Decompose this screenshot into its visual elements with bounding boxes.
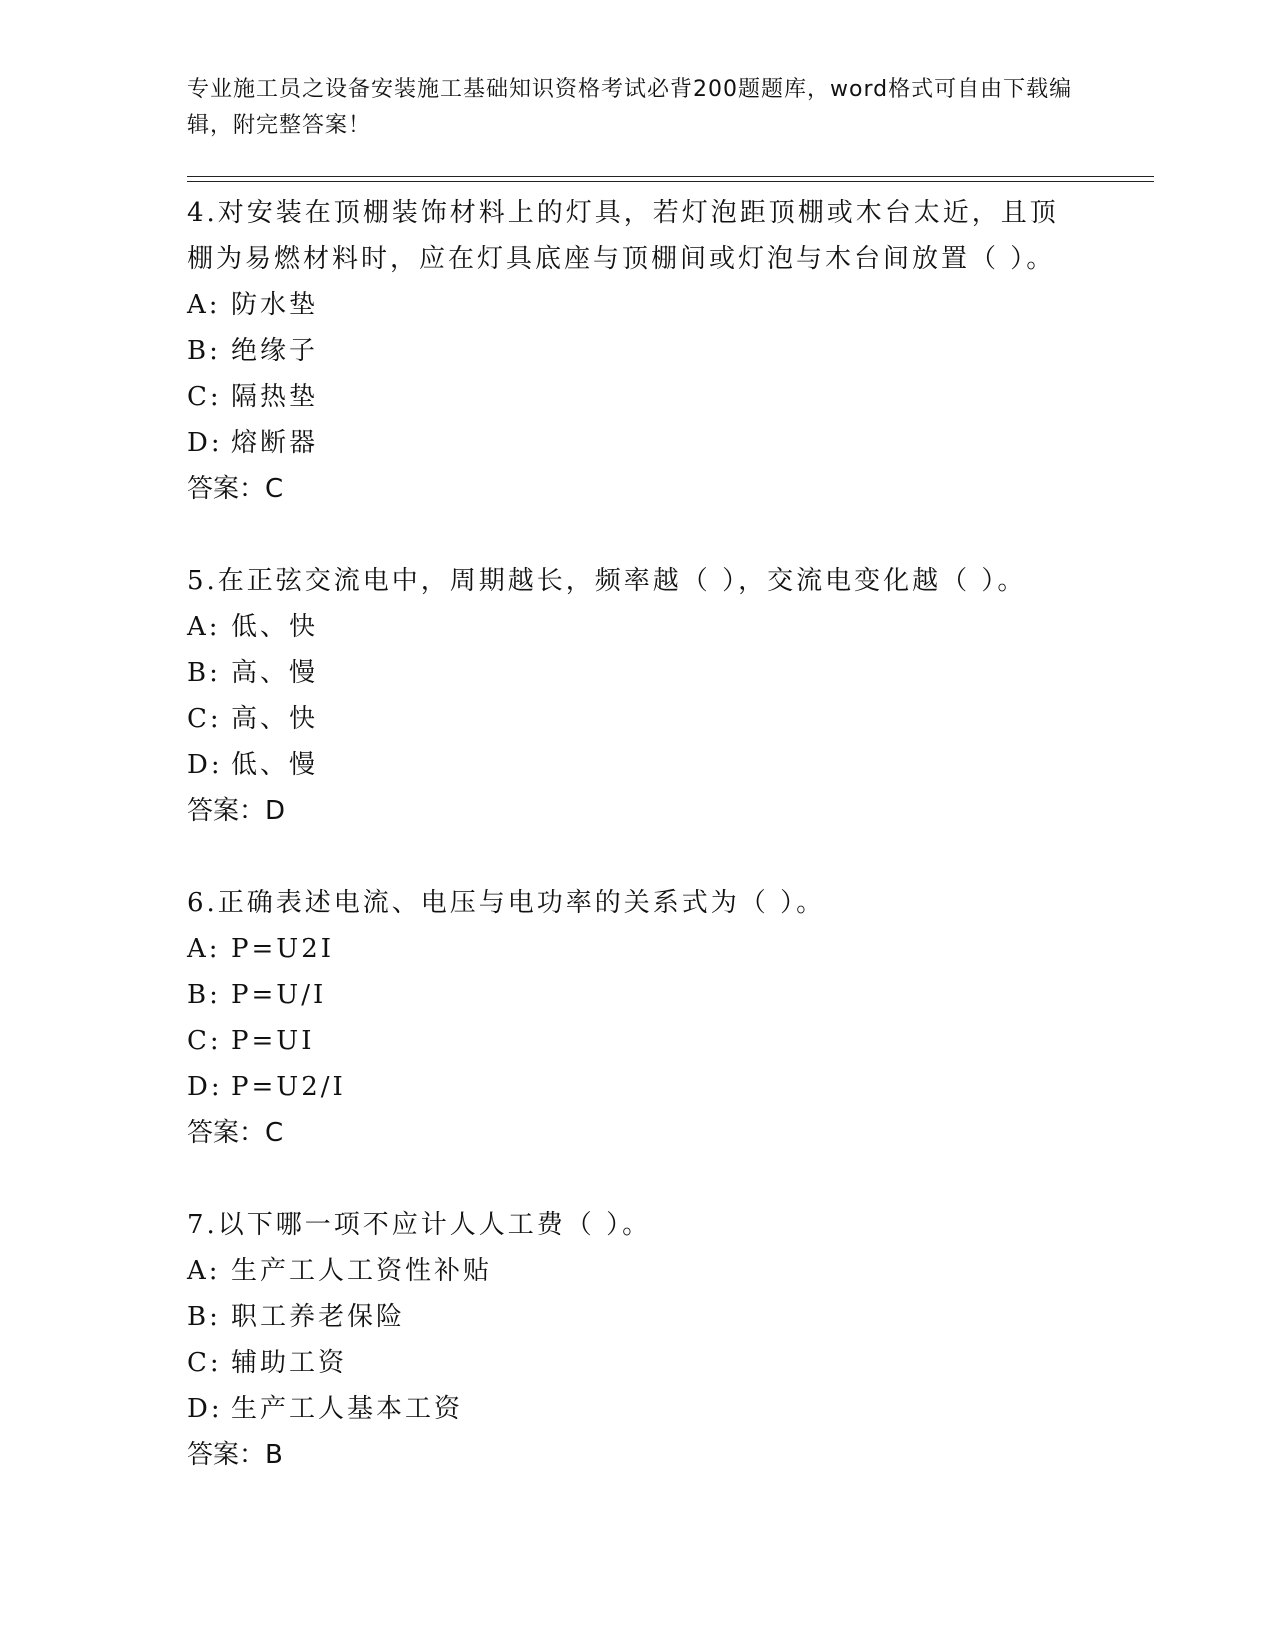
question-stem: 5.在正弦交流电中，周期越长，频率越（ ），交流电变化越（ ）。 bbox=[187, 566, 1027, 596]
header-divider-top bbox=[187, 176, 1154, 177]
option-key: B: bbox=[187, 658, 221, 688]
option-a bbox=[187, 282, 1087, 328]
question-7 bbox=[187, 1202, 1087, 1478]
option-a bbox=[187, 604, 1087, 650]
option-key: A: bbox=[187, 934, 221, 964]
answer-line: 答案：C bbox=[187, 1118, 284, 1148]
option-text: 生产工人工资性补贴 bbox=[231, 1256, 493, 1286]
option-b bbox=[187, 972, 1087, 1018]
question-6 bbox=[187, 880, 1087, 1156]
option-key: D: bbox=[187, 750, 223, 780]
option-key: D: bbox=[187, 428, 223, 458]
option-key: D: bbox=[187, 1072, 223, 1102]
option-key: B: bbox=[187, 1302, 221, 1332]
option-key: A: bbox=[187, 1256, 221, 1286]
option-d bbox=[187, 1064, 1087, 1110]
option-key: C: bbox=[187, 382, 222, 412]
option-b bbox=[187, 328, 1087, 374]
option-key: D: bbox=[187, 1394, 223, 1424]
option-c bbox=[187, 1340, 1087, 1386]
question-stem: 4.对安装在顶棚装饰材料上的灯具，若灯泡距顶棚或木台太近，且顶棚为易燃材料时，应在灯具底座与顶棚间或灯泡与木台间放置（ ）。 bbox=[187, 198, 1059, 274]
option-text: 高、慢 bbox=[231, 658, 319, 688]
option-text: P=U2/I bbox=[231, 1072, 346, 1102]
option-key: A: bbox=[187, 290, 221, 320]
option-text: 生产工人基本工资 bbox=[231, 1394, 464, 1424]
answer-line: 答案：D bbox=[187, 796, 286, 826]
option-text: 低、快 bbox=[231, 612, 319, 642]
question-stem: 7.以下哪一项不应计人人工费（ ）。 bbox=[187, 1210, 652, 1240]
option-key: C: bbox=[187, 1026, 222, 1056]
option-d bbox=[187, 1386, 1087, 1432]
option-text: P=U/I bbox=[231, 980, 327, 1010]
question-stem: 6.正确表述电流、电压与电功率的关系式为（ ）。 bbox=[187, 888, 826, 918]
option-key: B: bbox=[187, 980, 221, 1010]
question-5 bbox=[187, 558, 1087, 834]
option-text: 熔断器 bbox=[231, 428, 319, 458]
option-c bbox=[187, 1018, 1087, 1064]
question-list bbox=[187, 190, 1087, 1524]
document-header: 专业施工员之设备安装施工基础知识资格考试必背200题题库，word格式可自由下载编辑，附完整答案！ bbox=[187, 77, 1073, 138]
option-key: C: bbox=[187, 1348, 222, 1378]
option-c bbox=[187, 696, 1087, 742]
option-text: 防水垫 bbox=[231, 290, 319, 320]
option-text: 低、慢 bbox=[231, 750, 319, 780]
option-d bbox=[187, 420, 1087, 466]
option-key: B: bbox=[187, 336, 221, 366]
answer-line: 答案：C bbox=[187, 474, 284, 504]
option-a bbox=[187, 926, 1087, 972]
option-text: P=UI bbox=[231, 1026, 315, 1056]
option-b bbox=[187, 650, 1087, 696]
option-key: A: bbox=[187, 612, 221, 642]
option-a bbox=[187, 1248, 1087, 1294]
option-key: C: bbox=[187, 704, 222, 734]
option-text: 绝缘子 bbox=[231, 336, 319, 366]
option-text: 隔热垫 bbox=[231, 382, 319, 412]
answer-line: 答案：B bbox=[187, 1440, 283, 1470]
option-b bbox=[187, 1294, 1087, 1340]
question-4 bbox=[187, 190, 1087, 512]
option-text: 辅助工资 bbox=[231, 1348, 348, 1378]
option-text: 职工养老保险 bbox=[231, 1302, 406, 1332]
option-d bbox=[187, 742, 1087, 788]
option-text: P=U2I bbox=[231, 934, 335, 964]
header-divider-bottom bbox=[187, 181, 1154, 182]
option-text: 高、快 bbox=[231, 704, 319, 734]
option-c bbox=[187, 374, 1087, 420]
